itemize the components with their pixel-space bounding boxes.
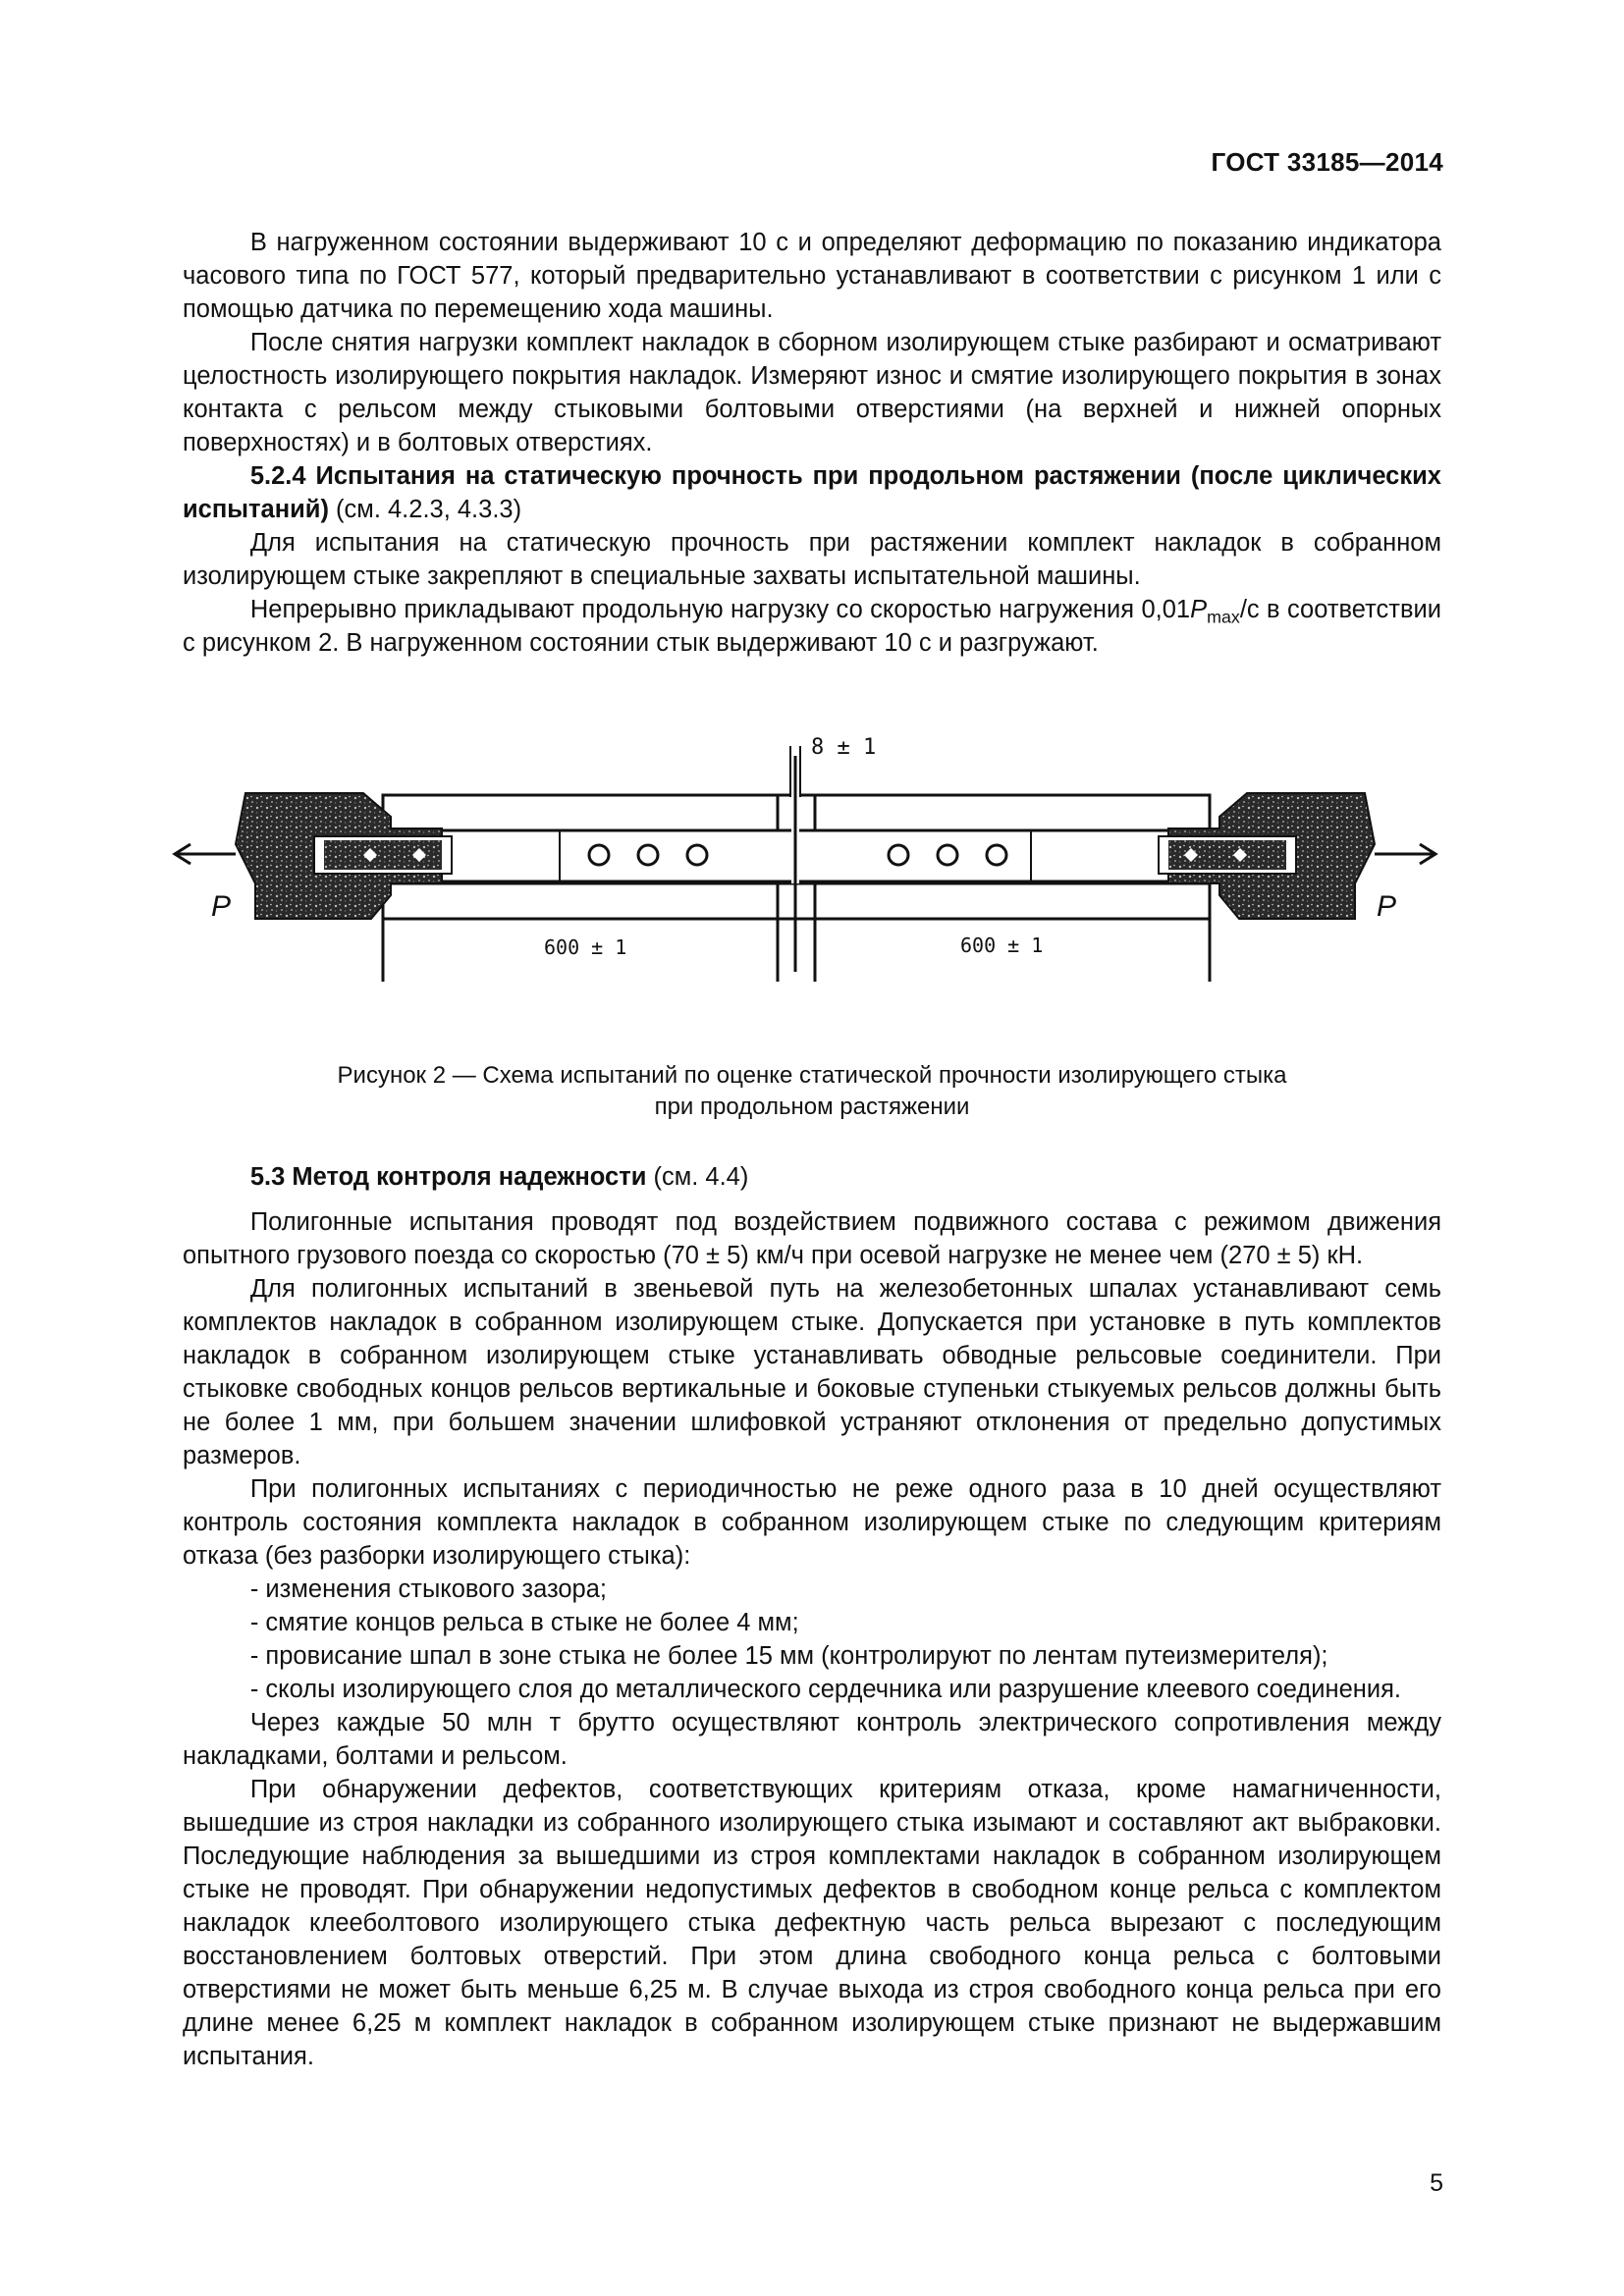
paragraph: Через каждые 50 млн т брутто осуществляют контроль электрического сопротивления между накладками, болтами и рельсом.: [183, 1709, 1441, 1770]
figure-caption: [183, 1060, 1441, 1123]
right-force-label: P: [1377, 890, 1397, 923]
paragraph: При полигонных испытаниях с периодичностью не реже одного раза в 10 дней осуществляют контроль состояния комплекта накладок в собранном изолирующем стыке по следующим критериям отказа (без разборки изолирующего стыка):: [183, 1475, 1441, 1570]
caption-line-2: при продольном растяжении: [654, 1094, 970, 1120]
page-number: 5: [1430, 2169, 1443, 2197]
section-524-heading: [183, 459, 1441, 526]
rail-top-right: [778, 795, 1210, 830]
right-length-label: 600 ± 1: [960, 934, 1044, 957]
list-item: - смятие концов рельса в стыке не более 4 мм;: [249, 1609, 799, 1636]
paragraph: Для испытания на статическую прочность при растяжении комплект накладок в собранном изолирующем стыке закрепляют в специальные захваты испытательной машины.: [183, 529, 1441, 590]
section-524-title: 5.2.4 Испытания на статическую прочность при продольном растяжении (после циклических испытаний): [183, 462, 1441, 523]
max-subscript: max: [1207, 607, 1240, 627]
paragraph: [183, 593, 1441, 660]
gap-label: 8 ± 1: [811, 735, 877, 760]
top-text-block: [183, 226, 1441, 660]
paragraph: В нагруженном состоянии выдерживают 10 с и определяют деформацию по показанию индикатора часового типа по ГОСТ 577, который предварительно устанавливают в соответствии с рисунком 1 или с помощью датчика по перемещению хода машины.: [183, 229, 1441, 323]
left-length-label: 600 ± 1: [544, 935, 627, 959]
section-53-heading: [183, 1160, 1441, 1194]
list-item: - изменения стыкового зазора;: [249, 1575, 608, 1603]
rail-bottom-right: [778, 883, 1210, 919]
text-run: /с в соответствии с рисунком 2. В нагруженном состоянии стык выдерживают 10 с и разгружают.: [183, 596, 1441, 657]
section-53-ref: (см. 4.4): [646, 1163, 749, 1191]
paragraph: После снятия нагрузки комплект накладок в сборном изолирующем стыке разбирают и осматривают целостность изолирующего покрытия накладок. Измеряют износ и смятие изолирующего покрытия в зонах контакта с рельсом между стыковыми болтовыми отверстиями (на верхней и нижней опорных поверхностях) и в болтовых отверстиях.: [183, 329, 1441, 456]
section-53-body: [183, 1205, 1441, 2073]
list-item: - сколы изолирующего слоя до металлического сердечника или разрушение клеевого соединения.: [249, 1676, 1402, 1703]
paragraph: Для полигонных испытаний в звеньевой путь на железобетонных шпалах устанавливают семь комплектов накладок в собранном изолирующем стыке. Допускается при установке в путь комплектов накладок в собранном изолирующем стыке устанавливать обводные рельсовые соединители. При стыковке свободных концов рельсов вертикальные и боковые ступеньки стыкуемых рельсов должны быть не более 1 мм, при большем значении шлифовкой устраняют отклонения от предельно допустимых размеров.: [183, 1275, 1441, 1469]
caption-line-1: Рисунок 2 — Схема испытаний по оценке статической прочности изолирующего стыка: [337, 1062, 1287, 1089]
list-item: - провисание шпал в зоне стыка не более 15 мм (контролируют по лентам путеизмерителя);: [249, 1642, 1328, 1670]
p-symbol: P: [1190, 596, 1208, 623]
document-header: ГОСТ 33185—2014: [1211, 147, 1443, 177]
rail-top-left: [383, 795, 815, 830]
section-53-title: 5.3 Метод контроля надежности: [249, 1163, 647, 1191]
left-force-arrow: [175, 844, 236, 864]
paragraph: При обнаружении дефектов, соответствующих критериям отказа, кроме намагниченности, вышедшие из строя накладки из собранного изолирующего стыка изымают и составляют акт выбраковки. Последующие наблюдения за вышедшими из строя комплектами накладок в собранном изолирующем стыке не проводят. При обнаружении недопустимых дефектов в свободном конце рельса с комплектом накладок клееболтового изолирующего стыка дефектную часть рельса вырезают с последующим восстановлением болтовых отверстий. При этом длина свободного конца рельса с болтовыми отверстиями не может быть меньше 6,25 м. В случае выхода из строя свободного конца рельса при его длине менее 6,25 м комплект накладок в собранном изолирующем стыке признают не выдержавшим испытания.: [183, 1776, 1441, 2070]
right-force-arrow: [1375, 844, 1435, 864]
section-524-ref: (см. 4.2.3, 4.3.3): [328, 496, 522, 523]
left-force-label: P: [211, 890, 232, 923]
text-run: Непрерывно прикладывают продольную нагрузку со скоростью нагружения 0,01: [249, 596, 1191, 623]
figure-2-diagram: [167, 726, 1443, 1001]
rail-bottom-left: [383, 883, 815, 919]
paragraph: Полигонные испытания проводят под воздействием подвижного состава с режимом движения опытного грузового поезда со скоростью (70 ± 5) км/ч при осевой нагрузке не менее чем (270 ± 5) кН.: [183, 1208, 1441, 1269]
